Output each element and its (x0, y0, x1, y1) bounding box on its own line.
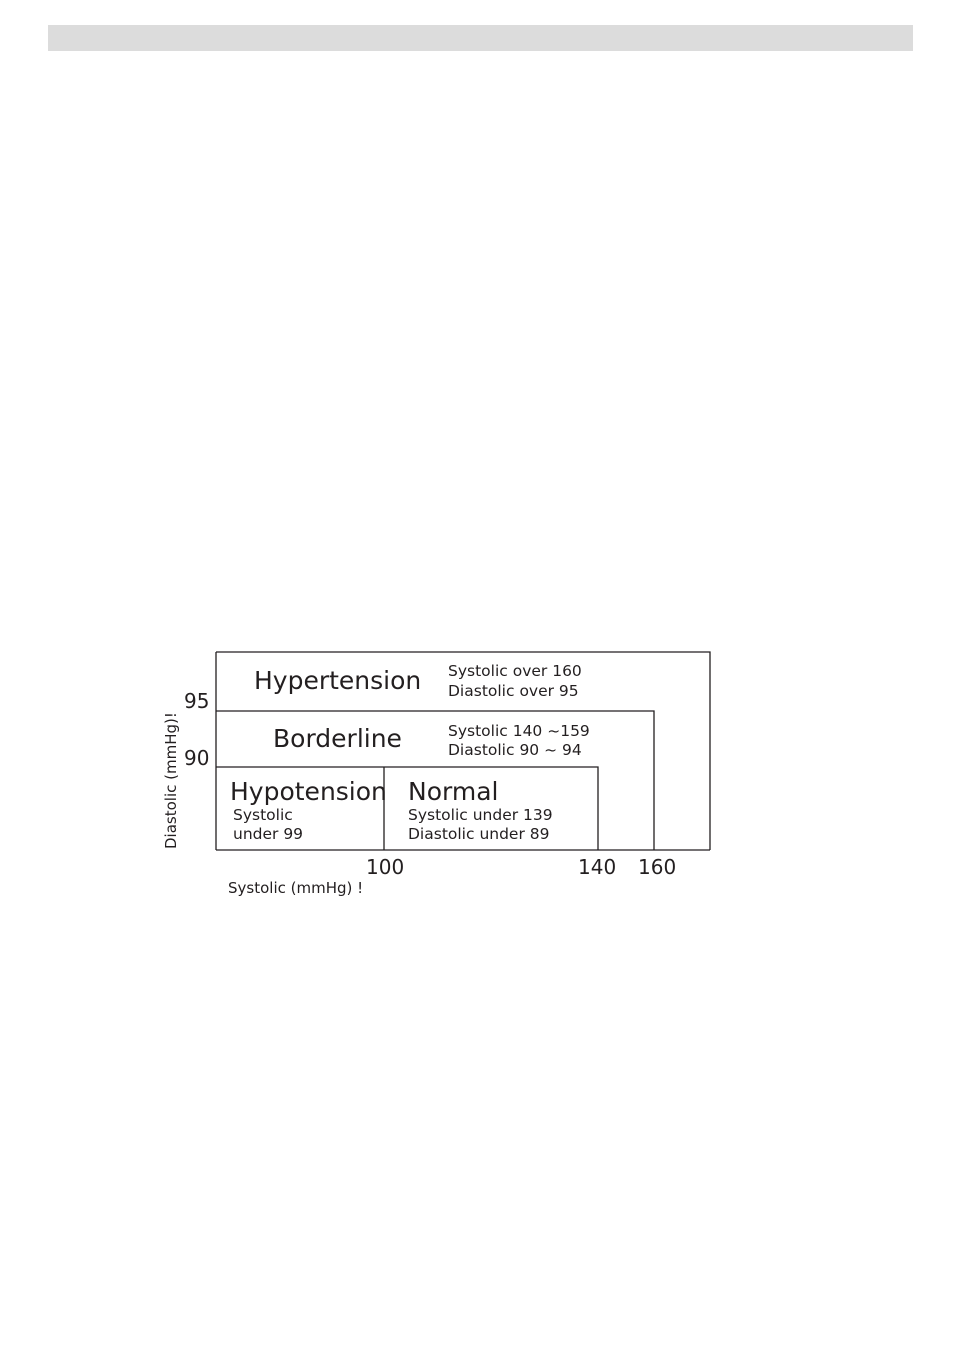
hypertension-systolic-text: Systolic over 160 (448, 662, 582, 680)
y-tick-95: 95 (184, 689, 210, 713)
hypotension-systolic-text: Systolic (233, 806, 293, 824)
hypertension-diastolic-text: Diastolic over 95 (448, 682, 579, 700)
borderline-diastolic-text: Diastolic 90 ~ 94 (448, 741, 582, 759)
normal-systolic-text: Systolic under 139 (408, 806, 553, 824)
x-tick-160: 160 (638, 855, 677, 879)
hypotension-title: Hypotension (230, 777, 387, 806)
borderline-title: Borderline (273, 724, 402, 753)
normal-title: Normal (408, 777, 499, 806)
x-tick-140: 140 (578, 855, 617, 879)
x-tick-100: 100 (366, 855, 405, 879)
x-axis-label: Systolic (mmHg) ! (228, 879, 364, 897)
y-axis-label: Diastolic (mmHg)! (162, 712, 180, 849)
normal-diastolic-text: Diastolic under 89 (408, 825, 550, 843)
hypertension-title: Hypertension (254, 666, 422, 695)
borderline-systolic-text: Systolic 140 ~159 (448, 722, 590, 740)
y-tick-90: 90 (184, 746, 210, 770)
hypotension-under-text: under 99 (233, 825, 304, 843)
